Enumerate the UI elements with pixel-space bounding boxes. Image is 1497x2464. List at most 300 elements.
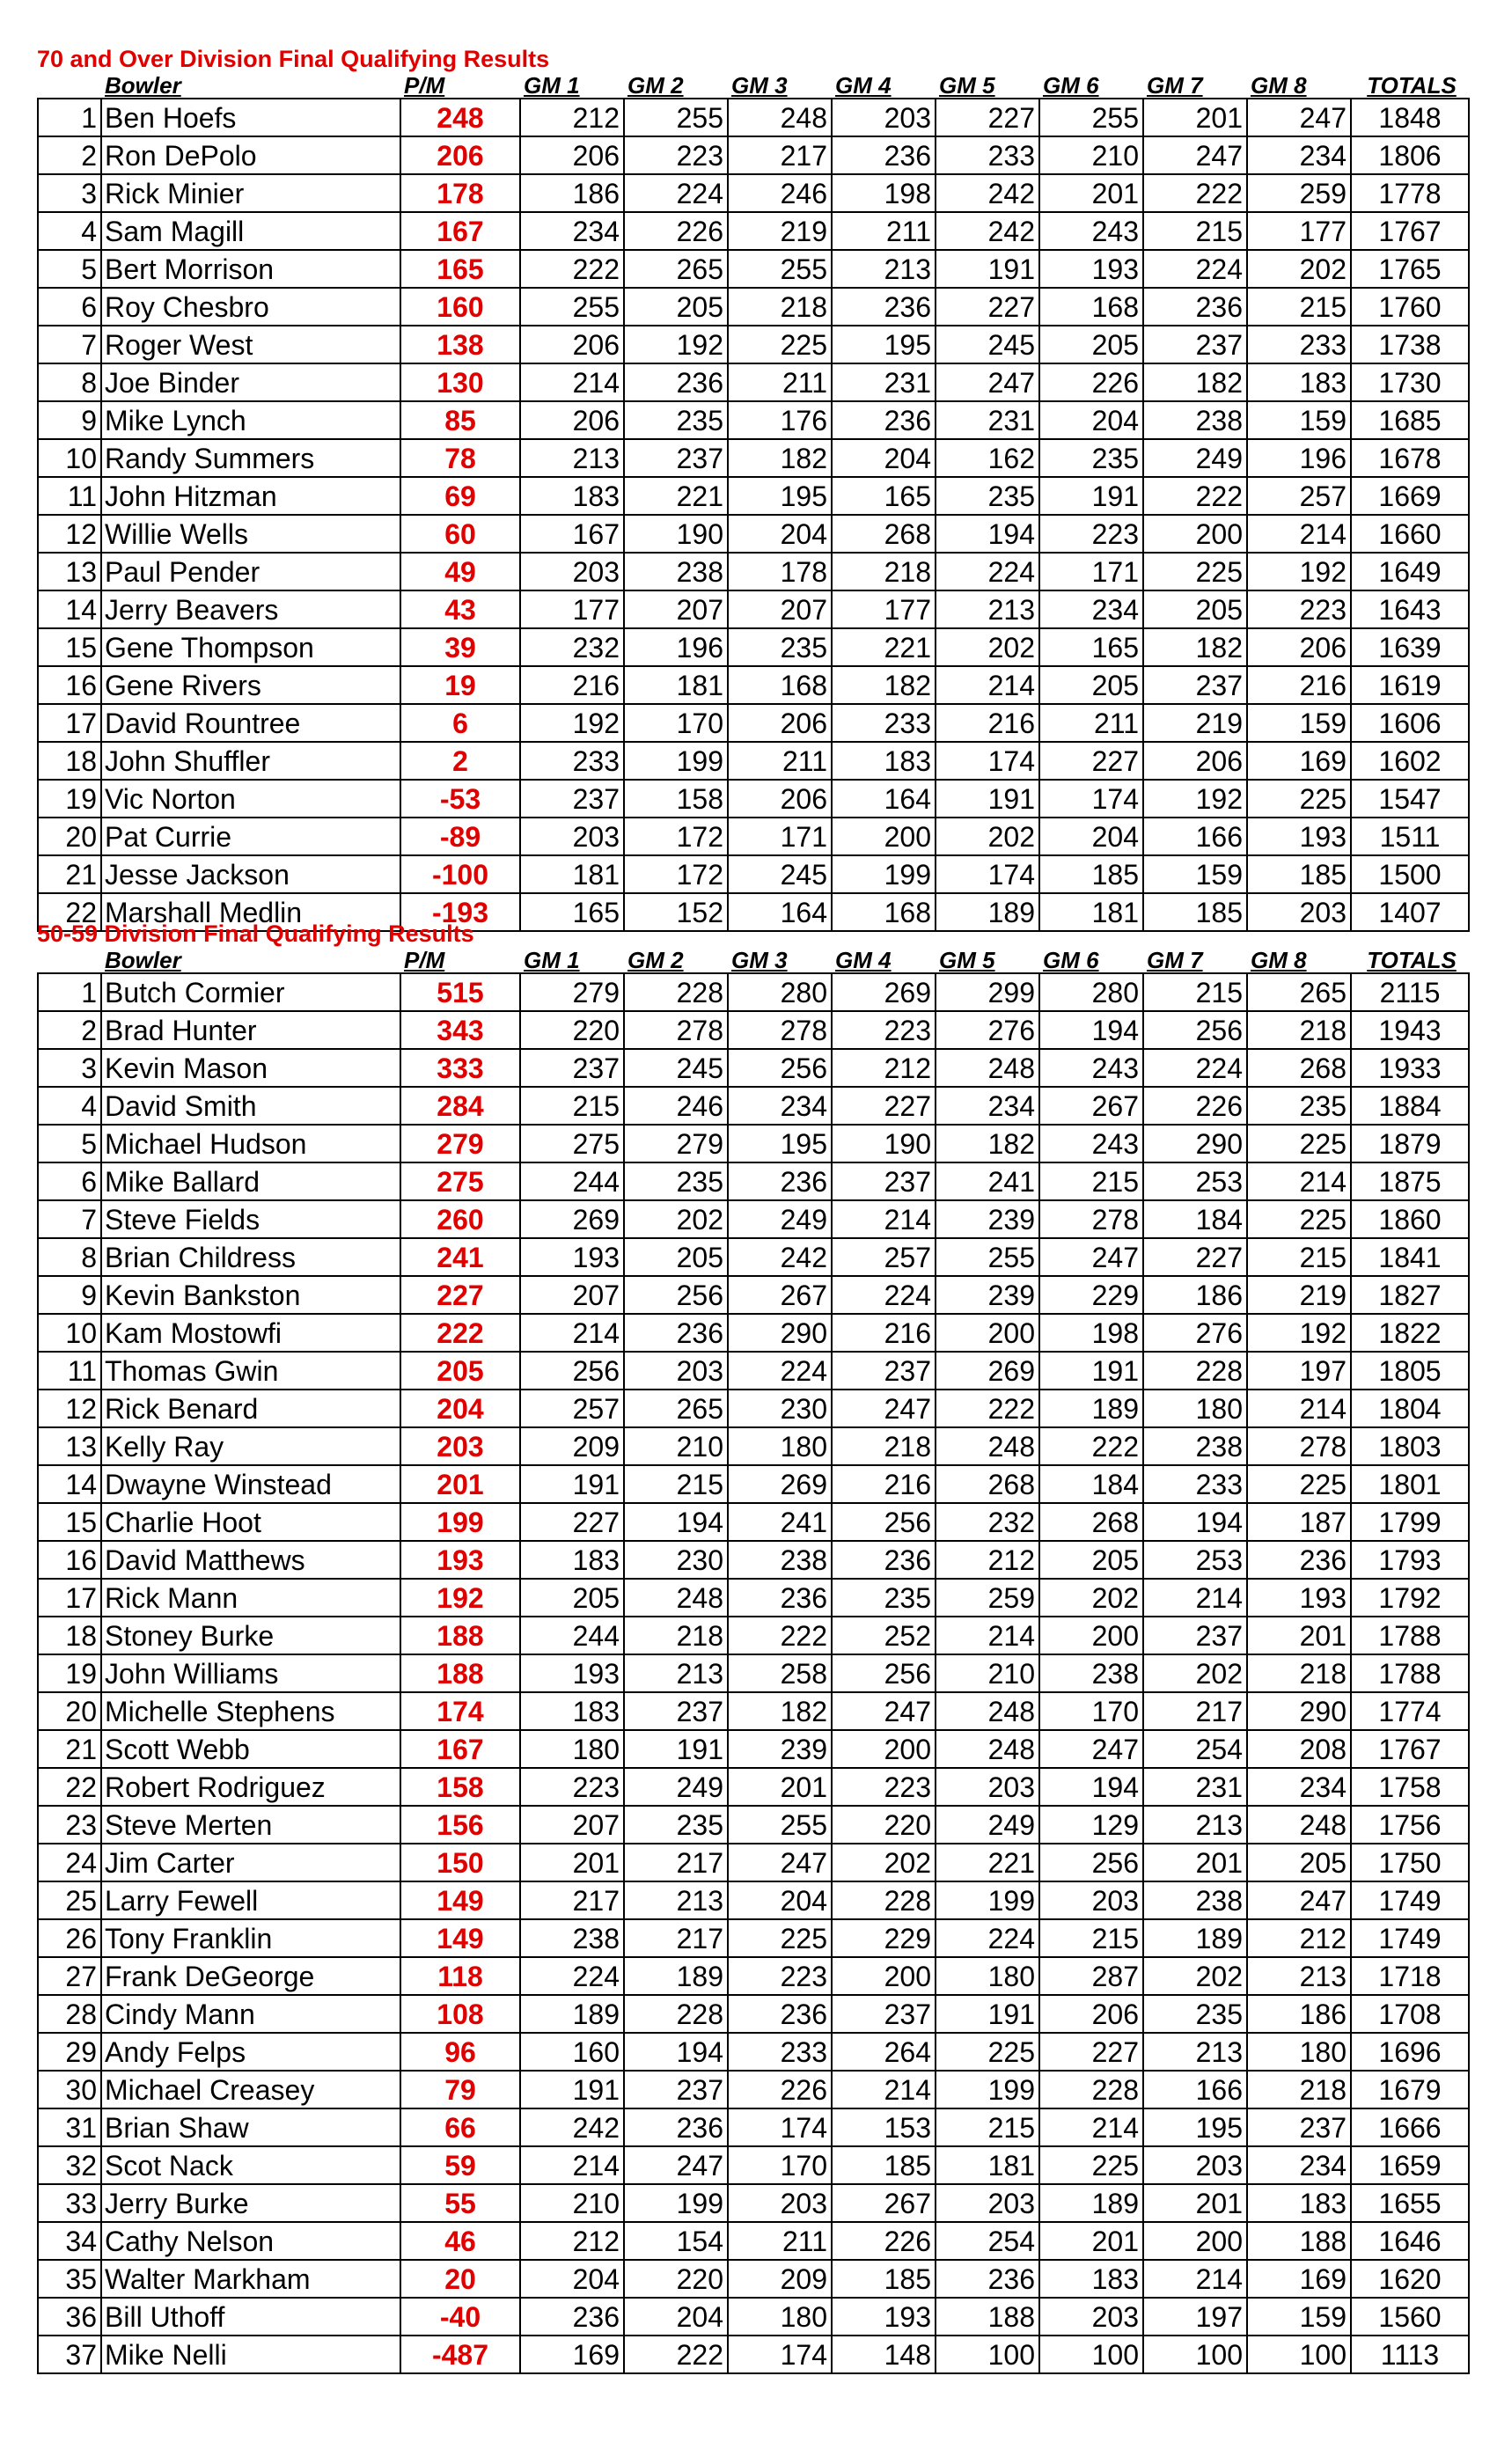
bowler-name-cell: John Williams	[101, 1654, 400, 1692]
pm-cell: 279	[400, 1125, 520, 1162]
game-score-cell: 170	[1039, 1692, 1143, 1730]
pm-cell: 192	[400, 1579, 520, 1617]
rank-cell: 10	[38, 1314, 101, 1352]
game-score-cell: 180	[936, 1957, 1039, 1995]
game-score-cell: 255	[728, 250, 832, 288]
bowler-name-cell: Tony Franklin	[101, 1919, 400, 1957]
game-score-cell: 234	[1247, 1768, 1351, 1806]
game-score-cell: 238	[728, 1541, 832, 1579]
bowler-name-cell: Michael Creasey	[101, 2071, 400, 2108]
game-score-cell: 235	[832, 1579, 936, 1617]
game-score-cell: 249	[728, 1200, 832, 1238]
bowler-name-cell: David Matthews	[101, 1541, 400, 1579]
table-row	[38, 515, 1469, 553]
game-score-cell: 233	[1143, 1465, 1247, 1503]
bowler-name-cell: Robert Rodriguez	[101, 1768, 400, 1806]
game-score-cell: 222	[1143, 174, 1247, 212]
game-score-cell: 195	[728, 1125, 832, 1162]
game-score-cell: 206	[520, 136, 624, 174]
game-score-cell: 206	[520, 401, 624, 439]
game-score-cell: 195	[1143, 2108, 1247, 2146]
pm-cell: 156	[400, 1806, 520, 1844]
pm-cell: -53	[400, 780, 520, 818]
game-score-cell: 267	[832, 2184, 936, 2222]
rank-cell: 35	[38, 2260, 101, 2298]
game-score-cell: 201	[1039, 2222, 1143, 2260]
game-score-cell: 200	[1143, 515, 1247, 553]
game-score-cell: 100	[1143, 2336, 1247, 2373]
game-score-cell: 212	[1247, 1919, 1351, 1957]
bowler-name-cell: Dwayne Winstead	[101, 1465, 400, 1503]
total-cell: 1805	[1351, 1352, 1469, 1390]
game-score-cell: 191	[936, 780, 1039, 818]
game-score-cell: 211	[728, 2222, 832, 2260]
game-score-cell: 228	[624, 973, 728, 1011]
game-score-cell: 231	[832, 363, 936, 401]
game-score-cell: 227	[832, 1087, 936, 1125]
table-row	[38, 250, 1469, 288]
total-cell: 1619	[1351, 666, 1469, 704]
total-cell: 1655	[1351, 2184, 1469, 2222]
table-row	[38, 1617, 1469, 1654]
game-score-cell: 253	[1143, 1541, 1247, 1579]
game-score-cell: 234	[1247, 136, 1351, 174]
game-score-cell: 213	[1143, 1806, 1247, 1844]
rank-cell: 5	[38, 250, 101, 288]
bowler-name-cell: Andy Felps	[101, 2033, 400, 2071]
game-score-cell: 191	[624, 1730, 728, 1768]
game-score-cell: 191	[520, 1465, 624, 1503]
game-score-cell: 236	[936, 2260, 1039, 2298]
total-cell: 1407	[1351, 893, 1469, 931]
game-score-cell: 214	[1247, 1162, 1351, 1200]
game-score-cell: 264	[832, 2033, 936, 2071]
pm-cell: 248	[400, 99, 520, 136]
pm-cell: 188	[400, 1654, 520, 1692]
game-score-cell: 191	[1039, 477, 1143, 515]
pm-cell: 241	[400, 1238, 520, 1276]
rank-cell: 7	[38, 1200, 101, 1238]
table-row	[38, 1314, 1469, 1352]
game-score-cell: 226	[624, 212, 728, 250]
game-score-cell: 222	[520, 250, 624, 288]
game-score-cell: 202	[1039, 1579, 1143, 1617]
table-row	[38, 1692, 1469, 1730]
game-score-cell: 196	[1247, 439, 1351, 477]
pm-cell: 96	[400, 2033, 520, 2071]
bowler-name-cell: Roger West	[101, 326, 400, 363]
game-score-cell: 177	[832, 590, 936, 628]
table-row	[38, 818, 1469, 855]
total-cell: 1793	[1351, 1541, 1469, 1579]
game-score-cell: 214	[520, 363, 624, 401]
bowler-name-cell: Brian Shaw	[101, 2108, 400, 2146]
total-cell: 1806	[1351, 136, 1469, 174]
game-score-cell: 164	[832, 780, 936, 818]
game-score-cell: 269	[936, 1352, 1039, 1390]
game-score-cell: 170	[624, 704, 728, 742]
game-score-cell: 194	[1039, 1768, 1143, 1806]
table-row	[38, 628, 1469, 666]
game-score-cell: 245	[936, 326, 1039, 363]
game-score-cell: 243	[1039, 212, 1143, 250]
rank-cell: 15	[38, 628, 101, 666]
game-score-cell: 233	[728, 2033, 832, 2071]
game-score-cell: 222	[1039, 1427, 1143, 1465]
game-score-cell: 278	[1039, 1200, 1143, 1238]
game-score-cell: 235	[624, 1806, 728, 1844]
game-score-cell: 249	[1143, 439, 1247, 477]
game-score-cell: 228	[624, 1995, 728, 2033]
game-score-cell: 224	[1143, 250, 1247, 288]
total-cell: 1646	[1351, 2222, 1469, 2260]
total-cell: 1639	[1351, 628, 1469, 666]
game-score-cell: 195	[728, 477, 832, 515]
pm-header: P/M	[404, 74, 445, 99]
game-score-cell: 233	[520, 742, 624, 780]
game-score-cell: 210	[936, 1654, 1039, 1692]
game-score-cell: 199	[624, 2184, 728, 2222]
game-score-cell: 205	[624, 1238, 728, 1276]
game-score-cell: 278	[624, 1011, 728, 1049]
table-row	[38, 1881, 1469, 1919]
total-cell: 1679	[1351, 2071, 1469, 2108]
game-score-cell: 268	[1039, 1503, 1143, 1541]
rank-cell: 19	[38, 1654, 101, 1692]
game-score-cell: 219	[728, 212, 832, 250]
game-score-cell: 235	[1143, 1995, 1247, 2033]
game-score-cell: 169	[520, 2336, 624, 2373]
game-score-cell: 191	[1039, 1352, 1143, 1390]
game-score-cell: 203	[624, 1352, 728, 1390]
total-cell: 1875	[1351, 1162, 1469, 1200]
game-score-cell: 218	[728, 288, 832, 326]
game-score-cell: 215	[520, 1087, 624, 1125]
pm-cell: 108	[400, 1995, 520, 2033]
game-score-cell: 203	[832, 99, 936, 136]
game-score-cell: 247	[832, 1390, 936, 1427]
rank-cell: 30	[38, 2071, 101, 2108]
total-cell: 1799	[1351, 1503, 1469, 1541]
game-header: GM 5	[939, 74, 995, 99]
table-row	[38, 780, 1469, 818]
table-header	[38, 74, 1469, 99]
game-score-cell: 205	[1247, 1844, 1351, 1881]
game-score-cell: 211	[728, 363, 832, 401]
total-cell: 1756	[1351, 1806, 1469, 1844]
pm-cell: 515	[400, 973, 520, 1011]
game-score-cell: 194	[624, 1503, 728, 1541]
bowler-header: Bowler	[105, 74, 181, 99]
game-score-cell: 129	[1039, 1806, 1143, 1844]
game-score-cell: 193	[520, 1654, 624, 1692]
game-score-cell: 230	[728, 1390, 832, 1427]
total-cell: 1760	[1351, 288, 1469, 326]
rank-cell: 34	[38, 2222, 101, 2260]
game-score-cell: 186	[520, 174, 624, 212]
game-score-cell: 201	[1039, 174, 1143, 212]
pm-cell: 199	[400, 1503, 520, 1541]
game-score-cell: 159	[1247, 2298, 1351, 2336]
game-score-cell: 199	[832, 855, 936, 893]
game-score-cell: 185	[1247, 855, 1351, 893]
game-header: GM 8	[1251, 74, 1307, 99]
game-score-cell: 183	[520, 477, 624, 515]
game-score-cell: 222	[936, 1390, 1039, 1427]
bowler-name-cell: Vic Norton	[101, 780, 400, 818]
table-row	[38, 2146, 1469, 2184]
game-score-cell: 238	[1039, 1654, 1143, 1692]
game-score-cell: 280	[728, 973, 832, 1011]
table-row	[38, 174, 1469, 212]
rank-cell: 28	[38, 1995, 101, 2033]
game-score-cell: 236	[728, 1579, 832, 1617]
game-header: GM 4	[835, 949, 892, 973]
game-score-cell: 215	[1143, 973, 1247, 1011]
game-score-cell: 207	[520, 1806, 624, 1844]
game-score-cell: 214	[1039, 2108, 1143, 2146]
game-score-cell: 227	[936, 99, 1039, 136]
game-score-cell: 216	[520, 666, 624, 704]
table-row	[38, 2336, 1469, 2373]
game-score-cell: 247	[1039, 1730, 1143, 1768]
game-score-cell: 241	[936, 1162, 1039, 1200]
table-row	[38, 553, 1469, 590]
game-score-cell: 198	[1039, 1314, 1143, 1352]
game-score-cell: 185	[832, 2260, 936, 2298]
table-row	[38, 1768, 1469, 1806]
section-title: 70 and Over Division Final Qualifying Results	[37, 46, 550, 72]
game-score-cell: 171	[1039, 553, 1143, 590]
game-score-cell: 200	[1039, 1617, 1143, 1654]
game-score-cell: 203	[728, 2184, 832, 2222]
game-score-cell: 223	[832, 1011, 936, 1049]
game-score-cell: 235	[624, 401, 728, 439]
game-score-cell: 256	[520, 1352, 624, 1390]
game-header: GM 6	[1043, 74, 1099, 99]
table-row	[38, 973, 1469, 1011]
game-score-cell: 248	[624, 1579, 728, 1617]
game-header: GM 3	[731, 949, 788, 973]
table-row	[38, 1087, 1469, 1125]
game-score-cell: 248	[936, 1692, 1039, 1730]
game-score-cell: 168	[728, 666, 832, 704]
total-cell: 1778	[1351, 174, 1469, 212]
game-score-cell: 226	[728, 2071, 832, 2108]
game-score-cell: 216	[1247, 666, 1351, 704]
game-score-cell: 201	[1143, 2184, 1247, 2222]
game-score-cell: 174	[728, 2336, 832, 2373]
game-score-cell: 227	[1143, 1238, 1247, 1276]
table-row	[38, 212, 1469, 250]
game-score-cell: 204	[728, 1881, 832, 1919]
pm-header: P/M	[404, 949, 445, 973]
results-table	[37, 74, 1470, 932]
pm-cell: 46	[400, 2222, 520, 2260]
game-score-cell: 237	[1143, 666, 1247, 704]
game-score-cell: 257	[832, 1238, 936, 1276]
game-score-cell: 188	[936, 2298, 1039, 2336]
game-score-cell: 213	[936, 590, 1039, 628]
rank-cell: 22	[38, 893, 101, 931]
game-header: GM 2	[627, 949, 684, 973]
rank-cell: 14	[38, 1465, 101, 1503]
division-70-over-section	[37, 44, 1470, 932]
bowler-name-cell: Cindy Mann	[101, 1995, 400, 2033]
table-row	[38, 1011, 1469, 1049]
game-score-cell: 227	[1039, 742, 1143, 780]
total-cell: 1643	[1351, 590, 1469, 628]
rank-cell: 10	[38, 439, 101, 477]
table-row	[38, 742, 1469, 780]
game-score-cell: 256	[832, 1503, 936, 1541]
game-score-cell: 214	[1247, 1390, 1351, 1427]
game-score-cell: 249	[936, 1806, 1039, 1844]
game-header: GM 6	[1043, 949, 1099, 973]
rank-header	[38, 74, 101, 99]
game-score-cell: 238	[1143, 401, 1247, 439]
game-score-cell: 180	[728, 2298, 832, 2336]
game-score-cell: 213	[1143, 2033, 1247, 2071]
pm-cell: 206	[400, 136, 520, 174]
game-score-cell: 244	[520, 1617, 624, 1654]
bowler-name-cell: Paul Pender	[101, 553, 400, 590]
bowler-name-cell: Gene Rivers	[101, 666, 400, 704]
game-score-cell: 207	[520, 1276, 624, 1314]
game-score-cell: 236	[1143, 288, 1247, 326]
game-score-cell: 265	[624, 1390, 728, 1427]
pm-cell: 149	[400, 1919, 520, 1957]
bowler-name-cell: Steve Fields	[101, 1200, 400, 1238]
game-score-cell: 279	[520, 973, 624, 1011]
game-score-cell: 236	[624, 363, 728, 401]
game-header: GM 3	[731, 74, 788, 99]
game-score-cell: 256	[832, 1654, 936, 1692]
game-score-cell: 202	[1143, 1957, 1247, 1995]
bowler-name-cell: Jesse Jackson	[101, 855, 400, 893]
total-cell: 1822	[1351, 1314, 1469, 1352]
game-score-cell: 234	[728, 1087, 832, 1125]
rank-cell: 27	[38, 1957, 101, 1995]
pm-cell: 69	[400, 477, 520, 515]
game-score-cell: 206	[1143, 742, 1247, 780]
game-score-cell: 239	[728, 1730, 832, 1768]
game-score-cell: 221	[936, 1844, 1039, 1881]
game-score-cell: 206	[1247, 628, 1351, 666]
game-score-cell: 100	[1247, 2336, 1351, 2373]
total-cell: 1659	[1351, 2146, 1469, 2184]
pm-cell: 188	[400, 1617, 520, 1654]
game-score-cell: 246	[624, 1087, 728, 1125]
total-cell: 1560	[1351, 2298, 1469, 2336]
table-row	[38, 439, 1469, 477]
game-score-cell: 259	[1247, 174, 1351, 212]
game-score-cell: 217	[1143, 1692, 1247, 1730]
game-score-cell: 255	[1039, 99, 1143, 136]
pm-cell: -193	[400, 893, 520, 931]
game-score-cell: 165	[520, 893, 624, 931]
game-score-cell: 183	[832, 742, 936, 780]
pm-cell: -40	[400, 2298, 520, 2336]
bowler-name-cell: Sam Magill	[101, 212, 400, 250]
rank-cell: 3	[38, 174, 101, 212]
game-score-cell: 203	[1247, 893, 1351, 931]
game-score-cell: 218	[624, 1617, 728, 1654]
game-score-cell: 235	[1247, 1087, 1351, 1125]
game-score-cell: 196	[624, 628, 728, 666]
game-score-cell: 243	[1039, 1049, 1143, 1087]
game-score-cell: 244	[520, 1162, 624, 1200]
rank-cell: 17	[38, 1579, 101, 1617]
game-score-cell: 212	[520, 99, 624, 136]
game-score-cell: 231	[1143, 1768, 1247, 1806]
rank-cell: 2	[38, 136, 101, 174]
game-score-cell: 202	[936, 628, 1039, 666]
rank-cell: 1	[38, 99, 101, 136]
game-score-cell: 172	[624, 855, 728, 893]
game-score-cell: 183	[520, 1541, 624, 1579]
rank-cell: 2	[38, 1011, 101, 1049]
game-score-cell: 225	[1039, 2146, 1143, 2184]
game-score-cell: 203	[520, 818, 624, 855]
total-cell: 1730	[1351, 363, 1469, 401]
game-score-cell: 159	[1143, 855, 1247, 893]
game-score-cell: 174	[728, 2108, 832, 2146]
game-score-cell: 280	[1039, 973, 1143, 1011]
pm-cell: 167	[400, 1730, 520, 1768]
pm-cell: 59	[400, 2146, 520, 2184]
bowler-name-cell: David Rountree	[101, 704, 400, 742]
table-row	[38, 136, 1469, 174]
rank-cell: 31	[38, 2108, 101, 2146]
game-score-cell: 181	[936, 2146, 1039, 2184]
total-cell: 1765	[1351, 250, 1469, 288]
total-cell: 1547	[1351, 780, 1469, 818]
division-50-59-section	[37, 919, 1470, 2374]
game-score-cell: 242	[520, 2108, 624, 2146]
game-score-cell: 235	[936, 477, 1039, 515]
game-header: GM 7	[1147, 74, 1203, 99]
game-score-cell: 203	[1143, 2146, 1247, 2184]
pm-cell: 160	[400, 288, 520, 326]
bowler-name-cell: Mike Lynch	[101, 401, 400, 439]
pm-cell: 158	[400, 1768, 520, 1806]
total-cell: 1758	[1351, 1768, 1469, 1806]
bowler-name-cell: Brad Hunter	[101, 1011, 400, 1049]
bowler-name-cell: Frank DeGeorge	[101, 1957, 400, 1995]
game-score-cell: 269	[728, 1465, 832, 1503]
total-cell: 1602	[1351, 742, 1469, 780]
table-row	[38, 855, 1469, 893]
total-cell: 1749	[1351, 1919, 1469, 1957]
game-header: GM 2	[627, 74, 684, 99]
game-score-cell: 243	[1039, 1125, 1143, 1162]
game-score-cell: 206	[1039, 1995, 1143, 2033]
game-score-cell: 190	[624, 515, 728, 553]
game-score-cell: 218	[1247, 1011, 1351, 1049]
game-score-cell: 204	[1039, 818, 1143, 855]
game-score-cell: 100	[936, 2336, 1039, 2373]
game-score-cell: 246	[728, 174, 832, 212]
pm-cell: 165	[400, 250, 520, 288]
total-cell: 1801	[1351, 1465, 1469, 1503]
pm-cell: 20	[400, 2260, 520, 2298]
game-score-cell: 181	[520, 855, 624, 893]
game-score-cell: 176	[728, 401, 832, 439]
game-score-cell: 247	[1143, 136, 1247, 174]
pm-cell: 227	[400, 1276, 520, 1314]
game-score-cell: 223	[832, 1768, 936, 1806]
